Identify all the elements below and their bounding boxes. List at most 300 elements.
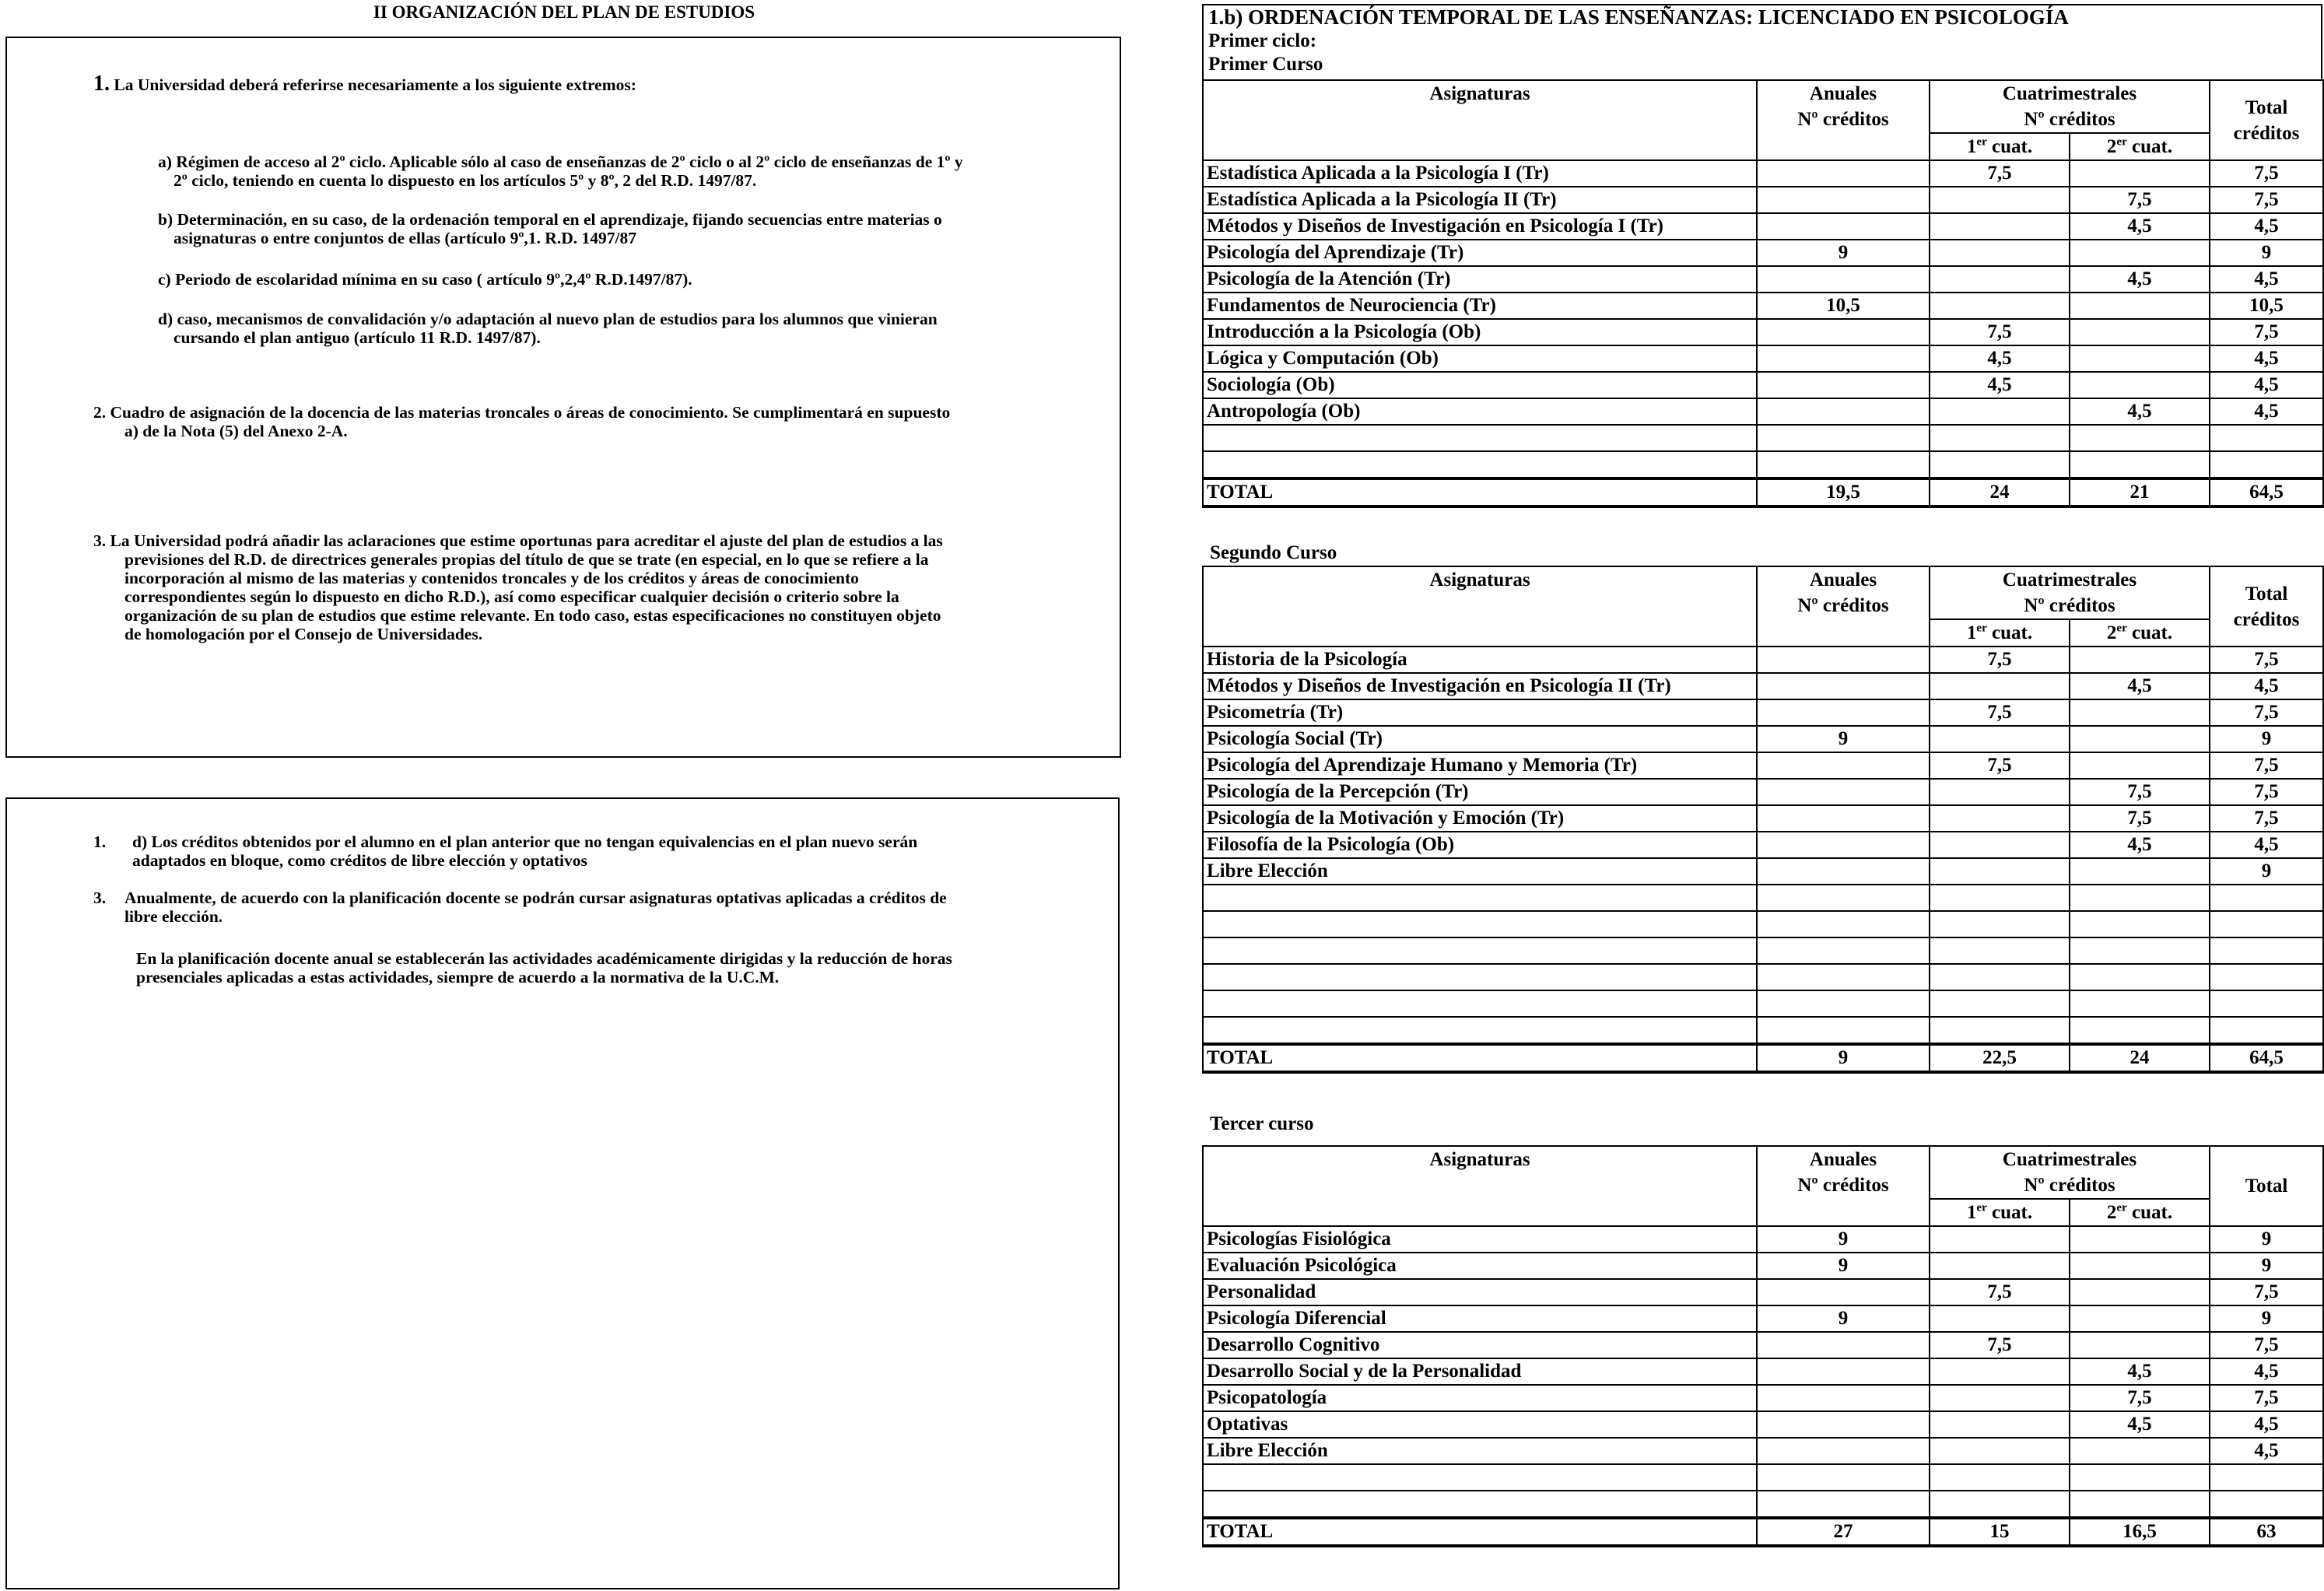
item-d-line1: d) caso, mecanismos de convalidación y/o adaptación al nuevo plan de estudios para los alumnos que vinieran	[158, 310, 938, 328]
cuat1-credits	[1930, 673, 2070, 699]
table-row	[1203, 372, 2323, 398]
cuat2-credits	[2070, 425, 2210, 451]
cuat1-credits	[1930, 1438, 2070, 1464]
cuat1-credits	[1930, 213, 2070, 240]
table-row	[1203, 213, 2323, 240]
subject-name: Sociología (Ob)	[1203, 372, 1757, 398]
cuat2-credits	[2070, 726, 2210, 752]
header-cuat-1-txt: cuat.	[1986, 622, 2033, 643]
cuat2-credits	[2070, 858, 2210, 885]
table-row	[1203, 293, 2323, 319]
cuat2-credits	[2070, 1279, 2210, 1305]
total-label: TOTAL	[1203, 478, 1757, 506]
subject-name: Psicología de la Percepción (Tr)	[1203, 779, 1757, 805]
cuat2-credits: 4,5	[2070, 673, 2210, 699]
header-anuales-line2: Nº créditos	[1797, 595, 1889, 616]
item-2-line2: a) de la Nota (5) del Anexo 2-A.	[124, 422, 348, 440]
item-1-number: 1.	[93, 72, 110, 96]
total-row	[1203, 478, 2323, 506]
anual-credits	[1757, 1385, 1930, 1411]
anual-credits	[1757, 937, 1930, 964]
cuat1-credits	[1930, 425, 2070, 451]
table-header-row	[1203, 566, 2323, 619]
header-cuat-1-txt: cuat.	[1986, 1202, 2033, 1223]
subject-name: Fundamentos de Neurociencia (Tr)	[1203, 293, 1757, 319]
cuat2-credits	[2070, 160, 2210, 187]
cuat2-credits	[2070, 1464, 2210, 1491]
note-d-line2: adaptados en bloque, como créditos de libre elección y optativos	[132, 851, 587, 870]
cuat2-credits	[2070, 752, 2210, 779]
table-row	[1203, 1491, 2323, 1518]
total-anual: 19,5	[1757, 478, 1930, 506]
subject-name: Lógica y Computación (Ob)	[1203, 345, 1757, 372]
total-anual: 9	[1757, 1044, 1930, 1072]
header-asignaturas: Asignaturas	[1203, 80, 1757, 160]
header-anuales	[1757, 1146, 1930, 1226]
total-credits	[2210, 885, 2323, 911]
anual-credits	[1757, 160, 1930, 187]
subject-name	[1203, 911, 1757, 937]
cuat1-credits: 7,5	[1930, 1332, 2070, 1358]
cuat1-credits: 7,5	[1930, 699, 2070, 726]
header-cuat-line1: Cuatrimestrales	[2002, 83, 2137, 104]
cuat2-credits	[2070, 964, 2210, 990]
total-anual: 27	[1757, 1518, 1930, 1546]
header-cuat-1-num: 1	[1966, 622, 1977, 643]
anual-credits	[1757, 1411, 1930, 1438]
cuat2-credits: 4,5	[2070, 398, 2210, 425]
header-cuat-2	[2070, 1199, 2210, 1226]
note-3-paragraph	[136, 949, 1101, 986]
cuat1-credits	[1930, 832, 2070, 858]
total-credits: 9	[2210, 858, 2323, 885]
cuat1-credits	[1930, 1385, 2070, 1411]
cuat2-credits	[2070, 1332, 2210, 1358]
total-credits	[2210, 911, 2323, 937]
anual-credits	[1757, 1017, 1930, 1044]
subject-name	[1203, 451, 1757, 478]
total-credits: 7,5	[2210, 699, 2323, 726]
cuat2-credits: 7,5	[2070, 1385, 2210, 1411]
cuat1-credits	[1930, 805, 2070, 832]
table-row	[1203, 937, 2323, 964]
subject-name: Psicometría (Tr)	[1203, 699, 1757, 726]
subject-name: Métodos y Diseños de Investigación en Psicología II (Tr)	[1203, 673, 1757, 699]
anual-credits	[1757, 372, 1930, 398]
note-3-line1: Anualmente, de acuerdo con la planificación docente se podrán cursar asignaturas optativas aplicadas a créditos de	[124, 888, 947, 907]
anual-credits	[1757, 1491, 1930, 1518]
subject-name: Optativas	[1203, 1411, 1757, 1438]
anual-credits: 9	[1757, 726, 1930, 752]
cuat1-credits	[1930, 398, 2070, 425]
table-row	[1203, 1332, 2323, 1358]
total-label: TOTAL	[1203, 1044, 1757, 1072]
cuat2-credits	[2070, 1491, 2210, 1518]
anual-credits	[1757, 451, 1930, 478]
anual-credits	[1757, 187, 1930, 213]
total-cuat2: 24	[2070, 1044, 2210, 1072]
cuat1-credits	[1930, 451, 2070, 478]
course-3-title: Tercer curso	[1210, 1113, 1314, 1134]
header-cuatrimestrales	[1930, 1146, 2210, 1199]
total-credits: 4,5	[2210, 1358, 2323, 1385]
total-credits	[2210, 451, 2323, 478]
note-3-number: 3.	[93, 888, 107, 907]
total-credits: 9	[2210, 240, 2323, 266]
header-cuat-1	[1930, 1199, 2070, 1226]
cuat1-credits	[1930, 1491, 2070, 1518]
header-cuat-line2: Nº créditos	[2024, 1175, 2115, 1196]
cuat2-credits: 4,5	[2070, 1358, 2210, 1385]
table-header-row	[1203, 1146, 2323, 1199]
item-3-line2: previsiones del R.D. de directrices generales propias del título de que se trate (en especial, en lo que se refiere a la	[124, 550, 929, 569]
total-credits: 9	[2210, 726, 2323, 752]
header-anuales-line1: Anuales	[1809, 1149, 1877, 1170]
header-anuales-line1: Anuales	[1809, 569, 1877, 590]
table-row	[1203, 1385, 2323, 1411]
item-3-line4: correspondientes según lo dispuesto en dicho R.D.), así como especificar cualquier decisión o criterio sobre la	[124, 587, 899, 606]
cuat2-credits	[2070, 451, 2210, 478]
instructions-box	[5, 37, 1121, 758]
total-credits: 7,5	[2210, 1332, 2323, 1358]
table-row	[1203, 885, 2323, 911]
cuat1-credits: 7,5	[1930, 647, 2070, 673]
table-row	[1203, 1279, 2323, 1305]
header-cuat-2-txt: cuat.	[2126, 136, 2173, 157]
subject-name: Psicología del Aprendizaje (Tr)	[1203, 240, 1757, 266]
item-3-line6: de homologación por el Consejo de Universidades.	[124, 625, 483, 643]
subject-name: Métodos y Diseños de Investigación en Psicología I (Tr)	[1203, 213, 1757, 240]
total-credits: 4,5	[2210, 673, 2323, 699]
course-2-title: Segundo Curso	[1210, 542, 1337, 563]
cuat1-credits	[1930, 1411, 2070, 1438]
total-credits: 7,5	[2210, 1279, 2323, 1305]
header-cuat-2-num: 2	[2106, 136, 2117, 157]
total-credits: 9	[2210, 1253, 2323, 1279]
anual-credits	[1757, 319, 1930, 345]
subject-name: Psicología Diferencial	[1203, 1305, 1757, 1332]
cuat1-credits	[1930, 240, 2070, 266]
total-credits: 4,5	[2210, 1438, 2323, 1464]
anual-credits	[1757, 779, 1930, 805]
anual-credits: 9	[1757, 1253, 1930, 1279]
item-3-line5: organización de su plan de estudios que estime relevante. En todo caso, estas especificaciones no constituyen objeto	[124, 606, 941, 625]
cuat2-credits	[2070, 699, 2210, 726]
cuat1-credits: 4,5	[1930, 372, 2070, 398]
cycle-label: Primer ciclo:	[1208, 30, 1317, 51]
item-d	[158, 310, 1099, 347]
cuat2-credits	[2070, 990, 2210, 1017]
table-row	[1203, 726, 2323, 752]
cuat1-credits	[1930, 1464, 2070, 1491]
total-credits: 4,5	[2210, 372, 2323, 398]
header-total	[2210, 566, 2323, 647]
table-row	[1203, 187, 2323, 213]
item-a-line2: 2º ciclo, teniendo en cuenta lo dispuesto en los artículos 5º y 8º, 2 del R.D. 1497/87.	[174, 171, 757, 190]
total-credits	[2210, 1464, 2323, 1491]
total-cuat1: 24	[1930, 478, 2070, 506]
item-a	[158, 152, 1099, 190]
subject-name: Libre Elección	[1203, 1438, 1757, 1464]
subject-name: Historia de la Psicología	[1203, 647, 1757, 673]
table-row	[1203, 1305, 2323, 1332]
header-total	[2210, 80, 2323, 160]
subject-name: Antropología (Ob)	[1203, 398, 1757, 425]
cuat2-credits	[2070, 1017, 2210, 1044]
total-row	[1203, 1044, 2323, 1072]
header-total-line1: Total	[2245, 1176, 2288, 1197]
anual-credits	[1757, 213, 1930, 240]
cuat1-credits	[1930, 937, 2070, 964]
subject-name: Psicología del Aprendizaje Humano y Memoria (Tr)	[1203, 752, 1757, 779]
header-cuat-1-num: 1	[1966, 1202, 1977, 1223]
total-cuat1: 22,5	[1930, 1044, 2070, 1072]
item-1	[93, 72, 636, 96]
note-3-line2: libre elección.	[124, 907, 223, 926]
header-cuat-2-num: 2	[2106, 622, 2117, 643]
note-d-line1: d) Los créditos obtenidos por el alumno en el plan anterior que no tengan equivalencias en el plan nuevo serán	[132, 832, 918, 851]
cuat1-credits	[1930, 911, 2070, 937]
subject-name	[1203, 990, 1757, 1017]
anual-credits	[1757, 858, 1930, 885]
table-row	[1203, 673, 2323, 699]
header-cuat-2-sup: er	[2116, 622, 2127, 635]
anual-credits: 9	[1757, 240, 1930, 266]
cuat1-credits: 7,5	[1930, 160, 2070, 187]
header-cuat-2-sup: er	[2116, 135, 2127, 149]
header-cuat-2	[2070, 619, 2210, 647]
total-credits: 7,5	[2210, 647, 2323, 673]
table-row	[1203, 266, 2323, 293]
table-row	[1203, 1017, 2323, 1044]
total-credits	[2210, 964, 2323, 990]
total-credits: 4,5	[2210, 398, 2323, 425]
header-total	[2210, 1146, 2323, 1226]
total-credits: 4,5	[2210, 832, 2323, 858]
anual-credits	[1757, 699, 1930, 726]
item-a-line1: a) Régimen de acceso al 2º ciclo. Aplicable sólo al caso de enseñanzas de 2º ciclo o al 2º ciclo de enseñanzas de 1º y	[158, 152, 963, 171]
total-credits	[2210, 1017, 2323, 1044]
course-1-title: Primer Curso	[1208, 54, 1323, 75]
cuat1-credits: 7,5	[1930, 752, 2070, 779]
anual-credits	[1757, 1464, 1930, 1491]
cuat1-credits: 7,5	[1930, 319, 2070, 345]
total-cuat2: 16,5	[2070, 1518, 2210, 1546]
cuat2-credits	[2070, 1438, 2210, 1464]
subject-name: Libre Elección	[1203, 858, 1757, 885]
total-label: TOTAL	[1203, 1518, 1757, 1546]
cuat1-credits: 4,5	[1930, 345, 2070, 372]
anual-credits	[1757, 990, 1930, 1017]
subject-name: Psicologías Fisiológica	[1203, 1226, 1757, 1253]
cuat2-credits: 7,5	[2070, 187, 2210, 213]
table-row	[1203, 398, 2323, 425]
header-anuales	[1757, 80, 1930, 160]
total-credits: 4,5	[2210, 266, 2323, 293]
table-row	[1203, 345, 2323, 372]
anual-credits	[1757, 832, 1930, 858]
total-credits: 7,5	[2210, 160, 2323, 187]
table-row	[1203, 911, 2323, 937]
cuat2-credits	[2070, 911, 2210, 937]
section-title: II ORGANIZACIÓN DEL PLAN DE ESTUDIOS	[373, 2, 755, 22]
item-c-line1: c) Periodo de escolaridad mínima en su caso ( artículo 9º,2,4º R.D.1497/87).	[158, 270, 692, 289]
cuat2-credits	[2070, 240, 2210, 266]
anual-credits	[1757, 398, 1930, 425]
header-cuatrimestrales	[1930, 80, 2210, 133]
total-credits: 7,5	[2210, 319, 2323, 345]
cuat1-credits	[1930, 1253, 2070, 1279]
subject-name: Personalidad	[1203, 1279, 1757, 1305]
header-cuatrimestrales	[1930, 566, 2210, 619]
total-credits: 64,5	[2210, 1044, 2323, 1072]
header-cuat-2-sup: er	[2116, 1201, 2127, 1214]
header-asignaturas: Asignaturas	[1203, 566, 1757, 647]
header-cuat-1	[1930, 619, 2070, 647]
subject-name: Introducción a la Psicología (Ob)	[1203, 319, 1757, 345]
table-row	[1203, 1438, 2323, 1464]
total-credits: 7,5	[2210, 187, 2323, 213]
cuat1-credits	[1930, 293, 2070, 319]
anual-credits	[1757, 345, 1930, 372]
total-cuat2: 21	[2070, 478, 2210, 506]
item-c	[158, 270, 692, 289]
header-cuat-1-sup: er	[1976, 135, 1987, 149]
cuat1-credits	[1930, 779, 2070, 805]
anual-credits: 9	[1757, 1305, 1930, 1332]
table-row	[1203, 779, 2323, 805]
item-b	[158, 210, 1099, 247]
cuat1-credits	[1930, 726, 2070, 752]
header-cuat-2-txt: cuat.	[2126, 622, 2173, 643]
cuat1-credits	[1930, 1358, 2070, 1385]
item-3	[93, 531, 1085, 643]
table-row	[1203, 832, 2323, 858]
total-cuat1: 15	[1930, 1518, 2070, 1546]
cuat1-credits	[1930, 1017, 2070, 1044]
subject-name: Desarrollo Cognitivo	[1203, 1332, 1757, 1358]
cuat1-credits	[1930, 990, 2070, 1017]
subject-name: Psicopatología	[1203, 1385, 1757, 1411]
table-row	[1203, 1253, 2323, 1279]
header-cuat-line1: Cuatrimestrales	[2002, 569, 2137, 590]
cuat2-credits: 4,5	[2070, 213, 2210, 240]
anual-credits: 10,5	[1757, 293, 1930, 319]
cuat1-credits	[1930, 858, 2070, 885]
subject-name: Psicología de la Atención (Tr)	[1203, 266, 1757, 293]
cuat2-credits	[2070, 293, 2210, 319]
item-3-line1: 3. La Universidad podrá añadir las aclaraciones que estime oportunas para acreditar el ajuste del plan de estudios a las	[93, 531, 943, 550]
subject-name	[1203, 885, 1757, 911]
cuat2-credits: 4,5	[2070, 1411, 2210, 1438]
table-row	[1203, 699, 2323, 726]
subject-name	[1203, 1491, 1757, 1518]
subject-name: Desarrollo Social y de la Personalidad	[1203, 1358, 1757, 1385]
course-2-table	[1202, 566, 2324, 1074]
subject-name	[1203, 425, 1757, 451]
item-3-line3: incorporación al mismo de las materias y contenidos troncales y de los créditos y áreas de conocimiento	[124, 569, 859, 587]
total-credits: 7,5	[2210, 805, 2323, 832]
header-cuat-1-sup: er	[1976, 1201, 1987, 1214]
header-cuat-1	[1930, 133, 2070, 160]
cuat2-credits	[2070, 319, 2210, 345]
cuat2-credits	[2070, 937, 2210, 964]
total-row	[1203, 1518, 2323, 1546]
anual-credits: 9	[1757, 1226, 1930, 1253]
total-credits: 4,5	[2210, 1411, 2323, 1438]
cuat2-credits	[2070, 372, 2210, 398]
table-row	[1203, 858, 2323, 885]
anual-credits	[1757, 752, 1930, 779]
subject-name	[1203, 937, 1757, 964]
table-row	[1203, 1464, 2323, 1491]
table-row	[1203, 990, 2323, 1017]
course-1-table	[1202, 79, 2324, 508]
cuat1-credits	[1930, 1226, 2070, 1253]
note-3-p2-line1: En la planificación docente anual se establecerán las actividades académicamente dirigidas y la reducción de horas	[136, 949, 952, 968]
anual-credits	[1757, 1438, 1930, 1464]
cuat2-credits: 4,5	[2070, 832, 2210, 858]
subject-name	[1203, 964, 1757, 990]
subject-name	[1203, 1017, 1757, 1044]
header-cuat-2	[2070, 133, 2210, 160]
anual-credits	[1757, 964, 1930, 990]
cuat2-credits	[2070, 345, 2210, 372]
anual-credits	[1757, 911, 1930, 937]
total-credits: 10,5	[2210, 293, 2323, 319]
note-3-p2-line2: presenciales aplicadas a estas actividades, siempre de acuerdo a la normativa de la U.C.M.	[136, 968, 780, 986]
total-credits: 9	[2210, 1226, 2323, 1253]
note-3	[93, 888, 1097, 926]
note-d-number: 1.	[93, 832, 107, 851]
anual-credits	[1757, 673, 1930, 699]
table-row	[1203, 1411, 2323, 1438]
total-credits: 9	[2210, 1305, 2323, 1332]
header-cuat-1-sup: er	[1976, 622, 1987, 635]
note-d	[93, 832, 1097, 870]
item-1-text: La Universidad deberá referirse necesariamente a los siguiente extremos:	[114, 75, 636, 94]
anual-credits	[1757, 1358, 1930, 1385]
cuat2-credits	[2070, 1305, 2210, 1332]
table-row	[1203, 752, 2323, 779]
header-total-line2: créditos	[2233, 608, 2300, 630]
total-credits	[2210, 1491, 2323, 1518]
cuat2-credits	[2070, 1253, 2210, 1279]
plan-title: 1.b) ORDENACIÓN TEMPORAL DE LAS ENSEÑANZAS: LICENCIADO EN PSICOLOGÍA	[1208, 5, 2069, 29]
cuat2-credits	[2070, 885, 2210, 911]
table-row	[1203, 240, 2323, 266]
header-anuales-line2: Nº créditos	[1797, 109, 1889, 130]
anual-credits	[1757, 1332, 1930, 1358]
cuat2-credits	[2070, 647, 2210, 673]
item-2-line1: 2. Cuadro de asignación de la docencia de las materias troncales o áreas de conocimiento. Se cumplimentará en supuesto	[93, 403, 951, 422]
header-asignaturas: Asignaturas	[1203, 1146, 1757, 1226]
anual-credits	[1757, 805, 1930, 832]
anual-credits	[1757, 885, 1930, 911]
header-cuat-line2: Nº créditos	[2024, 109, 2115, 130]
header-cuat-2-num: 2	[2106, 1202, 2117, 1223]
table-row	[1203, 805, 2323, 832]
table-row	[1203, 425, 2323, 451]
total-credits: 7,5	[2210, 779, 2323, 805]
subject-name: Psicología Social (Tr)	[1203, 726, 1757, 752]
subject-name	[1203, 1464, 1757, 1491]
anual-credits	[1757, 425, 1930, 451]
total-credits: 4,5	[2210, 345, 2323, 372]
cuat1-credits: 7,5	[1930, 1279, 2070, 1305]
cuat2-credits: 7,5	[2070, 805, 2210, 832]
header-total-line1: Total	[2245, 96, 2288, 118]
